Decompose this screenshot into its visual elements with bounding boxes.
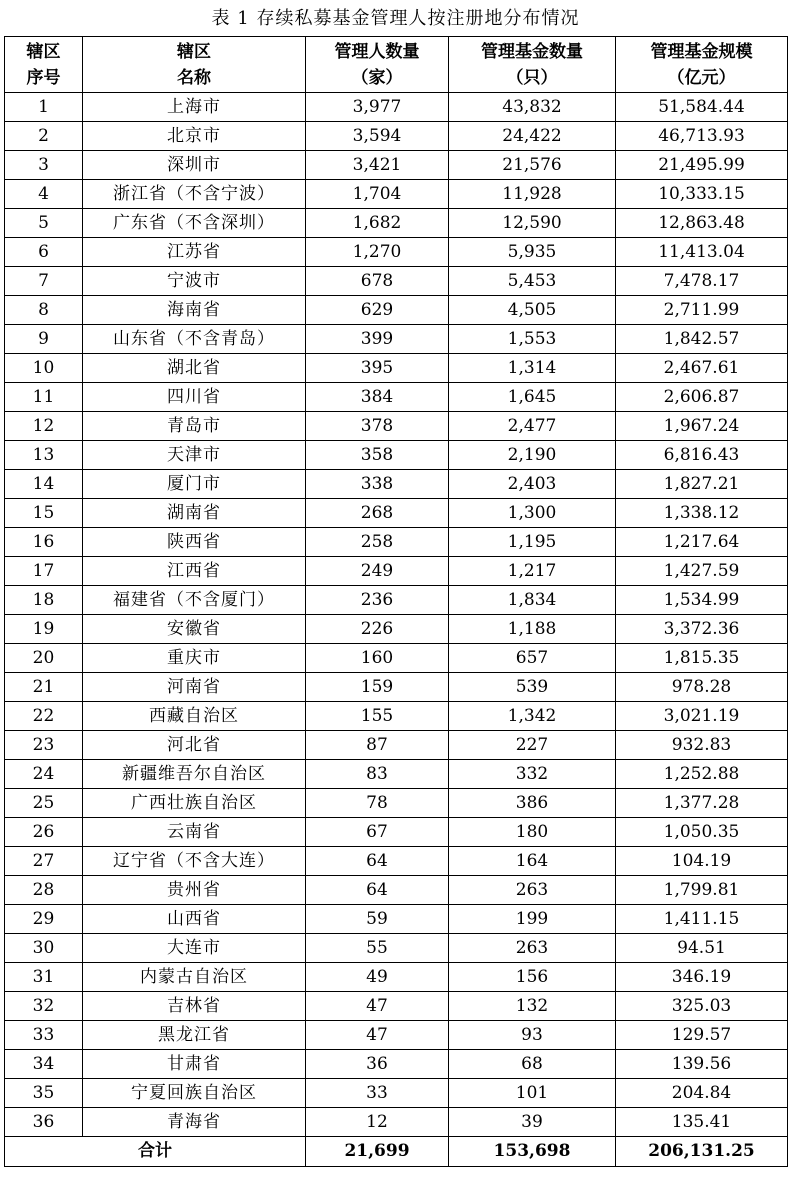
cell-managers: 1,704: [306, 180, 449, 209]
cell-funds: 101: [449, 1079, 616, 1108]
cell-scale: 325.03: [616, 992, 788, 1021]
cell-scale: 139.56: [616, 1050, 788, 1079]
cell-no: 18: [5, 586, 83, 615]
cell-funds: 164: [449, 847, 616, 876]
cell-no: 20: [5, 644, 83, 673]
cell-scale: 135.41: [616, 1108, 788, 1137]
cell-no: 7: [5, 267, 83, 296]
cell-region: 四川省: [83, 383, 306, 412]
cell-no: 24: [5, 760, 83, 789]
total-scale: 206,131.25: [616, 1137, 788, 1167]
cell-managers: 55: [306, 934, 449, 963]
cell-no: 1: [5, 93, 83, 122]
table-row: [5, 789, 788, 818]
cell-region: 山东省（不含青岛）: [83, 325, 306, 354]
cell-funds: 1,217: [449, 557, 616, 586]
cell-no: 5: [5, 209, 83, 238]
table-row: [5, 644, 788, 673]
cell-funds: 12,590: [449, 209, 616, 238]
cell-funds: 1,314: [449, 354, 616, 383]
cell-region: 重庆市: [83, 644, 306, 673]
cell-no: 9: [5, 325, 83, 354]
table-row: [5, 441, 788, 470]
cell-no: 21: [5, 673, 83, 702]
total-funds: 153,698: [449, 1137, 616, 1167]
cell-scale: 2,467.61: [616, 354, 788, 383]
cell-managers: 378: [306, 412, 449, 441]
cell-funds: 1,300: [449, 499, 616, 528]
cell-managers: 83: [306, 760, 449, 789]
cell-no: 23: [5, 731, 83, 760]
table-row: [5, 876, 788, 905]
cell-managers: 399: [306, 325, 449, 354]
cell-funds: 4,505: [449, 296, 616, 325]
cell-funds: 5,935: [449, 238, 616, 267]
cell-funds: 43,832: [449, 93, 616, 122]
cell-region: 天津市: [83, 441, 306, 470]
cell-managers: 678: [306, 267, 449, 296]
table-body: [5, 93, 788, 1137]
table-row: [5, 934, 788, 963]
table-row: [5, 267, 788, 296]
cell-scale: 1,217.64: [616, 528, 788, 557]
cell-no: 12: [5, 412, 83, 441]
cell-region: 陕西省: [83, 528, 306, 557]
header-line: （亿元）: [667, 67, 736, 88]
cell-scale: 10,333.15: [616, 180, 788, 209]
cell-scale: 1,815.35: [616, 644, 788, 673]
table-row: [5, 470, 788, 499]
cell-scale: 104.19: [616, 847, 788, 876]
cell-region: 青海省: [83, 1108, 306, 1137]
cell-managers: 59: [306, 905, 449, 934]
cell-no: 2: [5, 122, 83, 151]
table-title: 表 1 存续私募基金管理人按注册地分布情况: [211, 8, 580, 29]
cell-managers: 236: [306, 586, 449, 615]
table-row: [5, 963, 788, 992]
cell-no: 8: [5, 296, 83, 325]
cell-region: 新疆维吾尔自治区: [83, 760, 306, 789]
cell-managers: 36: [306, 1050, 449, 1079]
cell-managers: 87: [306, 731, 449, 760]
header-region: [83, 37, 306, 93]
cell-no: 25: [5, 789, 83, 818]
cell-managers: 160: [306, 644, 449, 673]
cell-funds: 1,553: [449, 325, 616, 354]
cell-no: 29: [5, 905, 83, 934]
cell-no: 26: [5, 818, 83, 847]
cell-managers: 384: [306, 383, 449, 412]
cell-region: 宁波市: [83, 267, 306, 296]
cell-funds: 11,928: [449, 180, 616, 209]
cell-managers: 395: [306, 354, 449, 383]
cell-region: 海南省: [83, 296, 306, 325]
header-funds: [449, 37, 616, 93]
cell-region: 广西壮族自治区: [83, 789, 306, 818]
cell-managers: 64: [306, 876, 449, 905]
table-row: [5, 93, 788, 122]
cell-no: 4: [5, 180, 83, 209]
cell-region: 宁夏回族自治区: [83, 1079, 306, 1108]
cell-funds: 2,477: [449, 412, 616, 441]
cell-scale: 11,413.04: [616, 238, 788, 267]
header-scale: [616, 37, 788, 93]
cell-funds: 2,190: [449, 441, 616, 470]
table-row: [5, 702, 788, 731]
cell-scale: 2,711.99: [616, 296, 788, 325]
cell-funds: 1,195: [449, 528, 616, 557]
cell-region: 上海市: [83, 93, 306, 122]
cell-region: 西藏自治区: [83, 702, 306, 731]
cell-managers: 629: [306, 296, 449, 325]
cell-funds: 227: [449, 731, 616, 760]
cell-region: 黑龙江省: [83, 1021, 306, 1050]
table-row: [5, 383, 788, 412]
cell-region: 江苏省: [83, 238, 306, 267]
cell-scale: 1,377.28: [616, 789, 788, 818]
distribution-table: [4, 36, 788, 1167]
cell-funds: 39: [449, 1108, 616, 1137]
cell-region: 河北省: [83, 731, 306, 760]
cell-region: 辽宁省（不含大连）: [83, 847, 306, 876]
cell-region: 广东省（不含深圳）: [83, 209, 306, 238]
table-row: [5, 1050, 788, 1079]
cell-no: 13: [5, 441, 83, 470]
table-row: [5, 847, 788, 876]
table-row: [5, 818, 788, 847]
cell-scale: 204.84: [616, 1079, 788, 1108]
cell-no: 32: [5, 992, 83, 1021]
cell-no: 6: [5, 238, 83, 267]
cell-no: 16: [5, 528, 83, 557]
table-footer: [5, 1137, 788, 1167]
table-row: [5, 557, 788, 586]
header-no: [5, 37, 83, 93]
cell-scale: 7,478.17: [616, 267, 788, 296]
cell-scale: 1,427.59: [616, 557, 788, 586]
cell-region: 河南省: [83, 673, 306, 702]
cell-no: 31: [5, 963, 83, 992]
cell-managers: 64: [306, 847, 449, 876]
cell-no: 17: [5, 557, 83, 586]
cell-funds: 263: [449, 876, 616, 905]
cell-funds: 539: [449, 673, 616, 702]
header-line: 管理基金规模: [650, 41, 753, 62]
header-line: 辖区: [26, 41, 61, 62]
table-row: [5, 1079, 788, 1108]
cell-funds: 657: [449, 644, 616, 673]
cell-funds: 21,576: [449, 151, 616, 180]
cell-region: 湖南省: [83, 499, 306, 528]
table-row: [5, 296, 788, 325]
cell-region: 湖北省: [83, 354, 306, 383]
cell-managers: 226: [306, 615, 449, 644]
header-row: [5, 37, 788, 93]
cell-scale: 2,606.87: [616, 383, 788, 412]
table-row: [5, 731, 788, 760]
cell-region: 江西省: [83, 557, 306, 586]
table-row: [5, 1021, 788, 1050]
cell-funds: 132: [449, 992, 616, 1021]
cell-region: 福建省（不含厦门）: [83, 586, 306, 615]
table-row: [5, 1108, 788, 1137]
cell-scale: 1,799.81: [616, 876, 788, 905]
table-row: [5, 354, 788, 383]
cell-scale: 932.83: [616, 731, 788, 760]
table-row: [5, 412, 788, 441]
cell-funds: 1,188: [449, 615, 616, 644]
cell-no: 22: [5, 702, 83, 731]
cell-funds: 386: [449, 789, 616, 818]
header-line: 名称: [177, 67, 211, 88]
cell-managers: 47: [306, 992, 449, 1021]
cell-scale: 3,372.36: [616, 615, 788, 644]
header-line: （只）: [506, 67, 558, 88]
cell-no: 10: [5, 354, 83, 383]
cell-managers: 67: [306, 818, 449, 847]
cell-funds: 1,834: [449, 586, 616, 615]
table-row: [5, 905, 788, 934]
cell-scale: 12,863.48: [616, 209, 788, 238]
header-line: 管理基金数量: [481, 41, 583, 62]
header-line: 管理人数量: [334, 41, 420, 62]
table-row: [5, 499, 788, 528]
cell-region: 青岛市: [83, 412, 306, 441]
cell-managers: 47: [306, 1021, 449, 1050]
cell-funds: 24,422: [449, 122, 616, 151]
cell-scale: 1,534.99: [616, 586, 788, 615]
cell-scale: 1,967.24: [616, 412, 788, 441]
table-row: [5, 673, 788, 702]
cell-funds: 68: [449, 1050, 616, 1079]
cell-managers: 3,977: [306, 93, 449, 122]
table-row: [5, 992, 788, 1021]
cell-managers: 258: [306, 528, 449, 557]
cell-funds: 93: [449, 1021, 616, 1050]
header-line: 辖区: [177, 41, 211, 62]
cell-region: 吉林省: [83, 992, 306, 1021]
cell-funds: 1,342: [449, 702, 616, 731]
cell-scale: 94.51: [616, 934, 788, 963]
cell-managers: 49: [306, 963, 449, 992]
cell-region: 安徽省: [83, 615, 306, 644]
cell-no: 15: [5, 499, 83, 528]
cell-region: 北京市: [83, 122, 306, 151]
cell-funds: 332: [449, 760, 616, 789]
table-header: [5, 37, 788, 93]
cell-no: 14: [5, 470, 83, 499]
header-line: （家）: [351, 67, 403, 88]
header-managers: [306, 37, 449, 93]
cell-region: 贵州省: [83, 876, 306, 905]
cell-region: 山西省: [83, 905, 306, 934]
cell-funds: 2,403: [449, 470, 616, 499]
cell-no: 19: [5, 615, 83, 644]
table-row: [5, 760, 788, 789]
cell-no: 30: [5, 934, 83, 963]
cell-scale: 3,021.19: [616, 702, 788, 731]
cell-managers: 78: [306, 789, 449, 818]
cell-region: 深圳市: [83, 151, 306, 180]
cell-scale: 6,816.43: [616, 441, 788, 470]
cell-scale: 21,495.99: [616, 151, 788, 180]
cell-no: 27: [5, 847, 83, 876]
cell-scale: 978.28: [616, 673, 788, 702]
cell-no: 33: [5, 1021, 83, 1050]
cell-funds: 5,453: [449, 267, 616, 296]
header-line: 序号: [26, 67, 61, 88]
cell-scale: 51,584.44: [616, 93, 788, 122]
table-row: [5, 586, 788, 615]
cell-no: 34: [5, 1050, 83, 1079]
cell-funds: 180: [449, 818, 616, 847]
cell-managers: 12: [306, 1108, 449, 1137]
cell-managers: 338: [306, 470, 449, 499]
cell-funds: 1,645: [449, 383, 616, 412]
cell-scale: 1,827.21: [616, 470, 788, 499]
cell-funds: 199: [449, 905, 616, 934]
table-row: [5, 151, 788, 180]
cell-region: 云南省: [83, 818, 306, 847]
cell-scale: 1,050.35: [616, 818, 788, 847]
cell-region: 甘肃省: [83, 1050, 306, 1079]
cell-managers: 268: [306, 499, 449, 528]
cell-managers: 1,682: [306, 209, 449, 238]
cell-managers: 3,594: [306, 122, 449, 151]
cell-scale: 1,842.57: [616, 325, 788, 354]
cell-no: 35: [5, 1079, 83, 1108]
cell-scale: 129.57: [616, 1021, 788, 1050]
cell-managers: 33: [306, 1079, 449, 1108]
table-row: [5, 615, 788, 644]
cell-region: 大连市: [83, 934, 306, 963]
table-row: [5, 238, 788, 267]
table-row: [5, 180, 788, 209]
cell-no: 3: [5, 151, 83, 180]
table-row: [5, 528, 788, 557]
table-row: [5, 122, 788, 151]
cell-scale: 1,252.88: [616, 760, 788, 789]
table-row: [5, 209, 788, 238]
cell-scale: 346.19: [616, 963, 788, 992]
cell-no: 11: [5, 383, 83, 412]
cell-managers: 155: [306, 702, 449, 731]
table-row: [5, 325, 788, 354]
cell-managers: 249: [306, 557, 449, 586]
cell-managers: 1,270: [306, 238, 449, 267]
cell-managers: 358: [306, 441, 449, 470]
cell-funds: 156: [449, 963, 616, 992]
cell-scale: 1,338.12: [616, 499, 788, 528]
total-managers: 21,699: [306, 1137, 449, 1167]
total-row: [5, 1137, 788, 1167]
cell-region: 浙江省（不含宁波）: [83, 180, 306, 209]
cell-funds: 263: [449, 934, 616, 963]
cell-scale: 46,713.93: [616, 122, 788, 151]
cell-scale: 1,411.15: [616, 905, 788, 934]
cell-managers: 159: [306, 673, 449, 702]
cell-managers: 3,421: [306, 151, 449, 180]
cell-no: 36: [5, 1108, 83, 1137]
total-label: 合计: [5, 1137, 306, 1167]
cell-region: 内蒙古自治区: [83, 963, 306, 992]
cell-region: 厦门市: [83, 470, 306, 499]
cell-no: 28: [5, 876, 83, 905]
